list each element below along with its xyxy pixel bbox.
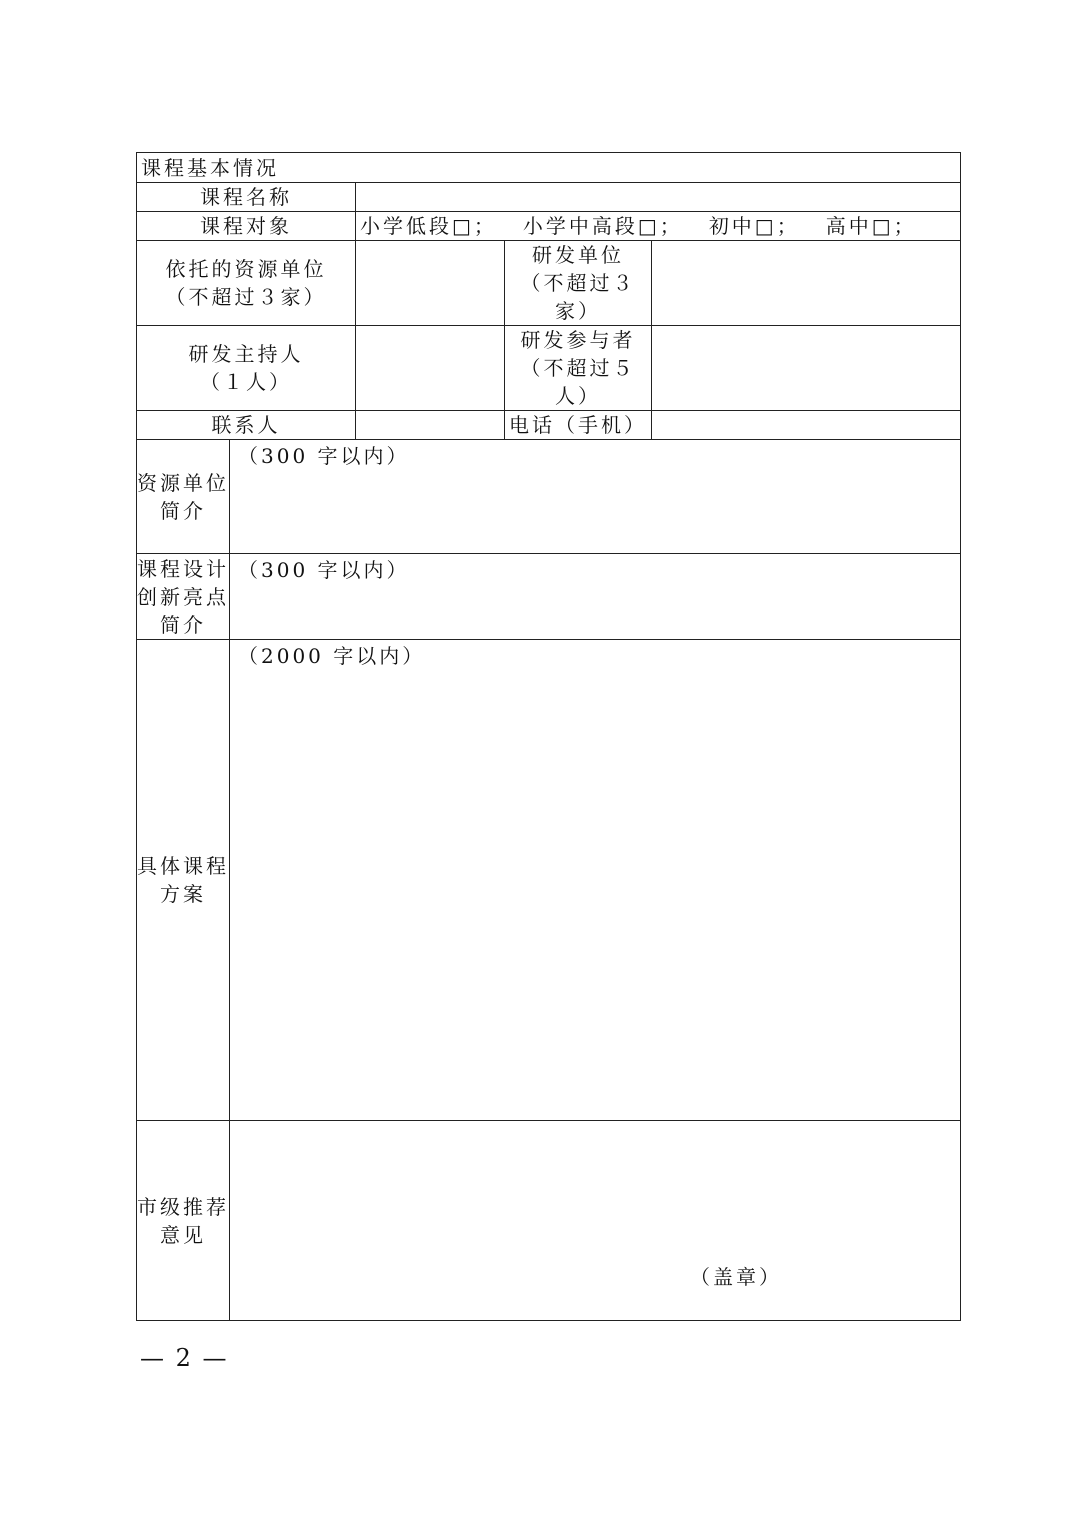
dev-host-label-text: 研发主持人 xyxy=(188,342,304,366)
plan-label xyxy=(137,640,230,1121)
recommend-label-line1: 市级推荐 xyxy=(137,1194,229,1219)
dev-participants-label xyxy=(505,326,652,411)
resource-intro-hint: （300 字以内） xyxy=(238,444,410,468)
target-option-junior-high[interactable]: 初中□； xyxy=(708,214,800,238)
course-target-options xyxy=(356,212,961,241)
course-target-label: 课程对象 xyxy=(137,212,356,241)
dev-host-note: （１人） xyxy=(200,370,292,394)
course-name-field[interactable] xyxy=(356,183,961,212)
resource-intro-field[interactable] xyxy=(230,440,961,554)
dev-unit-note: （不超过３家） xyxy=(520,271,636,323)
page-number: — 2 — xyxy=(140,1344,229,1372)
resource-unit-note: （不超过３家） xyxy=(165,285,327,309)
design-field[interactable] xyxy=(230,554,961,640)
dev-participants-label-text: 研发参与者 xyxy=(520,328,636,352)
plan-hint: （2000 字以内） xyxy=(238,644,426,668)
resource-intro-label-line1: 资源单位 xyxy=(137,470,229,495)
design-label xyxy=(137,554,230,640)
phone-field[interactable] xyxy=(652,411,961,440)
recommend-label-line2: 意见 xyxy=(160,1222,206,1247)
contact-label: 联系人 xyxy=(137,411,356,440)
contact-field[interactable] xyxy=(356,411,505,440)
resource-unit-label xyxy=(137,241,356,326)
section-title: 课程基本情况 xyxy=(137,153,961,183)
dev-host-label xyxy=(137,326,356,411)
design-label-line2: 创新亮点 xyxy=(137,584,229,609)
recommend-label xyxy=(137,1121,230,1321)
dev-participants-note: （不超过５人） xyxy=(520,356,636,408)
plan-field[interactable] xyxy=(230,640,961,1121)
course-name-label: 课程名称 xyxy=(137,183,356,212)
dev-unit-label xyxy=(505,241,652,326)
recommend-field[interactable] xyxy=(230,1121,961,1321)
dev-participants-field[interactable] xyxy=(652,326,961,411)
dev-unit-field[interactable] xyxy=(652,241,961,326)
resource-intro-label-line2: 简介 xyxy=(160,498,206,523)
design-label-line1: 课程设计 xyxy=(137,556,229,581)
application-form-table xyxy=(136,152,961,1321)
design-hint: （300 字以内） xyxy=(238,558,410,582)
dev-host-field[interactable] xyxy=(356,326,505,411)
resource-unit-label-text: 依托的资源单位 xyxy=(165,257,327,281)
dev-unit-label-text: 研发单位 xyxy=(532,243,624,267)
target-option-primary-upper[interactable]: 小学中高段□； xyxy=(522,214,683,238)
resource-intro-label xyxy=(137,440,230,554)
plan-label-line2: 方案 xyxy=(160,882,206,906)
phone-label: 电话（手机） xyxy=(505,411,652,440)
stamp-text: （盖章） xyxy=(690,1265,782,1289)
plan-label-line1: 具体课程 xyxy=(137,854,229,878)
resource-unit-field[interactable] xyxy=(356,241,505,326)
target-option-primary-lower[interactable]: 小学低段□； xyxy=(360,214,497,238)
target-option-senior-high[interactable]: 高中□； xyxy=(825,214,917,238)
design-label-line3: 简介 xyxy=(160,612,206,637)
